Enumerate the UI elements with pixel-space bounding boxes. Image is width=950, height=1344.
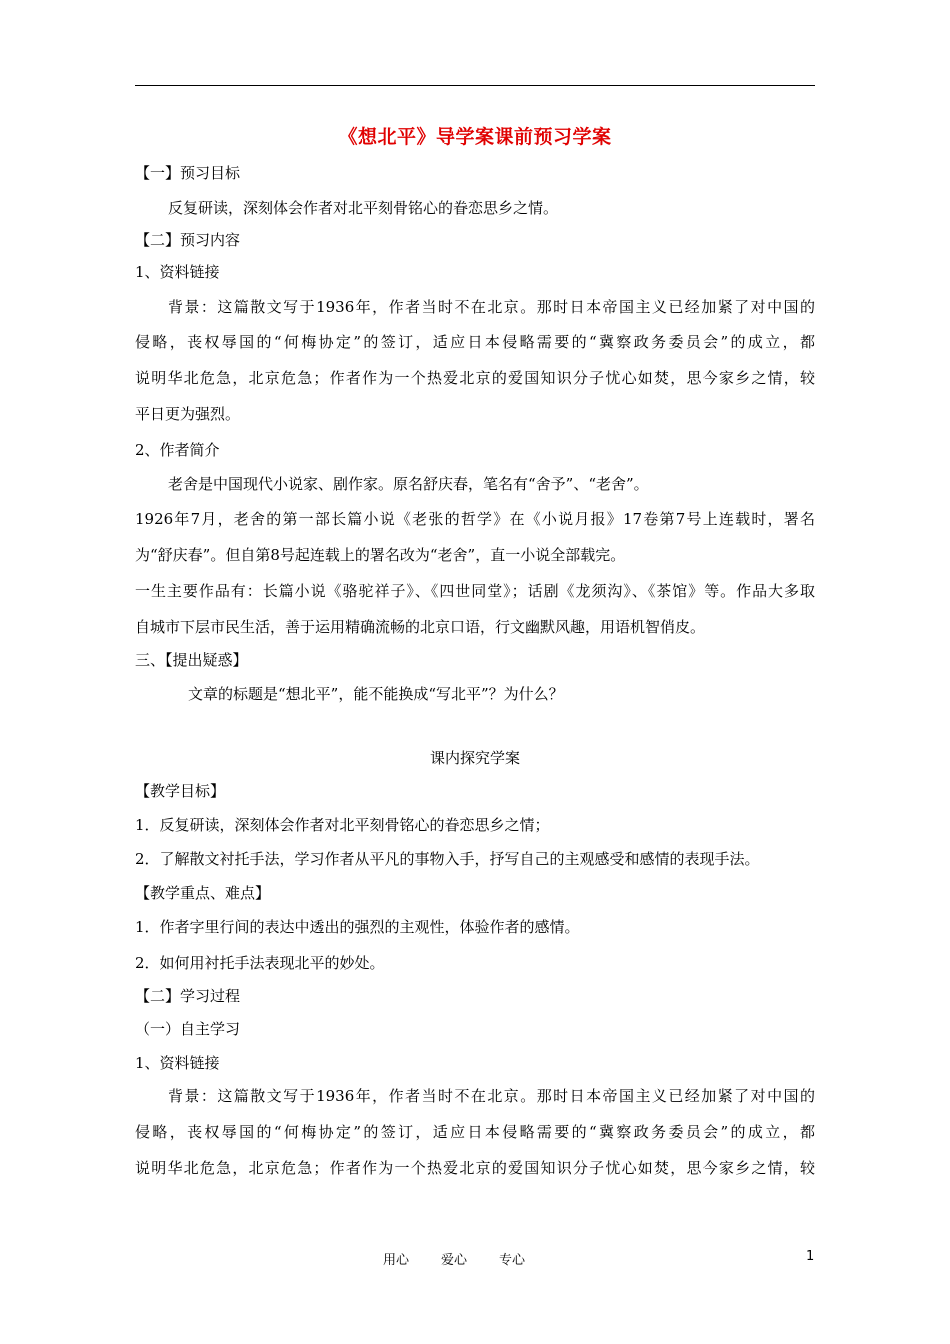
section-heading: 【教学目标】: [135, 782, 226, 800]
document-title: 《想北平》导学案课前预习学案: [338, 126, 612, 148]
list-item: 1．作者字里行间的表达中透出的强烈的主观性，体验作者的感情。: [135, 918, 580, 936]
question-line: 文章的标题是“想北平”，能不能换成“写北平”？为什么？: [188, 685, 564, 703]
paragraph-line: 侵略，丧权辱国的“何梅协定”的签订，适应日本侵略需要的“冀察政务委员会”的成立，都: [135, 1123, 815, 1141]
paragraph-line: 背景：这篇散文写于1936年，作者当时不在北京。那时日本帝国主义已经加紧了对中国的: [168, 298, 815, 316]
section-heading: 【教学重点、难点】: [135, 884, 271, 902]
list-item: 1．反复研读，深刻体会作者对北平刻骨铭心的眷恋思乡之情；: [135, 816, 550, 834]
paragraph-line: 1926年7月，老舍的第一部长篇小说《老张的哲学》在《小说月报》17卷第7号上连载时，署名: [135, 510, 815, 528]
paragraph-line: 背景：这篇散文写于1936年，作者当时不在北京。那时日本帝国主义已经加紧了对中国的: [168, 1087, 815, 1105]
paragraph-line: 说明华北危急，北京危急；作者作为一个热爱北京的爱国知识分子忧心如焚，思今家乡之情，较: [135, 1159, 815, 1177]
list-item: 2．如何用衬托手法表现北平的妙处。: [135, 954, 385, 972]
header-rule: [135, 85, 815, 86]
paragraph-line: 平日更为强烈。: [135, 405, 241, 423]
paragraph-line: 反复研读，深刻体会作者对北平刻骨铭心的眷恋思乡之情。: [168, 199, 559, 217]
footer-word: 专心: [499, 1253, 526, 1268]
paragraph-line: 侵略，丧权辱国的“何梅协定”的签订，适应日本侵略需要的“冀察政务委员会”的成立，都: [135, 333, 815, 351]
section-heading: 【二】预习内容: [135, 231, 241, 249]
footer-word: 爱心: [441, 1253, 468, 1268]
paragraph-line: 自城市下层市民生活，善于运用精确流畅的北京口语，行文幽默风趣，用语机智俏皮。: [135, 618, 706, 636]
subsection-heading: 2、作者简介: [135, 441, 220, 459]
section-heading: 【二】学习过程: [135, 987, 241, 1005]
section-heading: 三、【提出疑惑】: [135, 651, 248, 669]
paragraph-line: 一生主要作品有：长篇小说《骆驼祥子》、《四世同堂》；话剧《龙须沟》、《茶馆》等。作品大多取: [135, 582, 815, 600]
paragraph-line: 说明华北危急，北京危急；作者作为一个热爱北京的爱国知识分子忧心如焚，思今家乡之情，较: [135, 369, 815, 387]
page-number: 1: [806, 1249, 815, 1264]
paragraph-line: 老舍是中国现代小说家、剧作家。原名舒庆春，笔名有“舍予”、“老舍”。: [168, 475, 649, 493]
subsection-heading: 1、资料链接: [135, 1054, 220, 1072]
list-item: 2．了解散文衬托手法，学习作者从平凡的事物入手，抒写自己的主观感受和感情的表现手法。: [135, 850, 760, 868]
subsection-heading: 1、资料链接: [135, 263, 220, 281]
section-title: 课内探究学案: [429, 749, 520, 767]
footer-motto: [383, 1249, 525, 1268]
paragraph-line: 为“舒庆春”。但自第8号起连载上的署名改为“老舍”，直一小说全部载完。: [135, 546, 626, 564]
subsection-heading: （一）自主学习: [135, 1020, 241, 1038]
section-heading: 【一】预习目标: [135, 164, 241, 182]
footer-word: 用心: [383, 1253, 410, 1268]
